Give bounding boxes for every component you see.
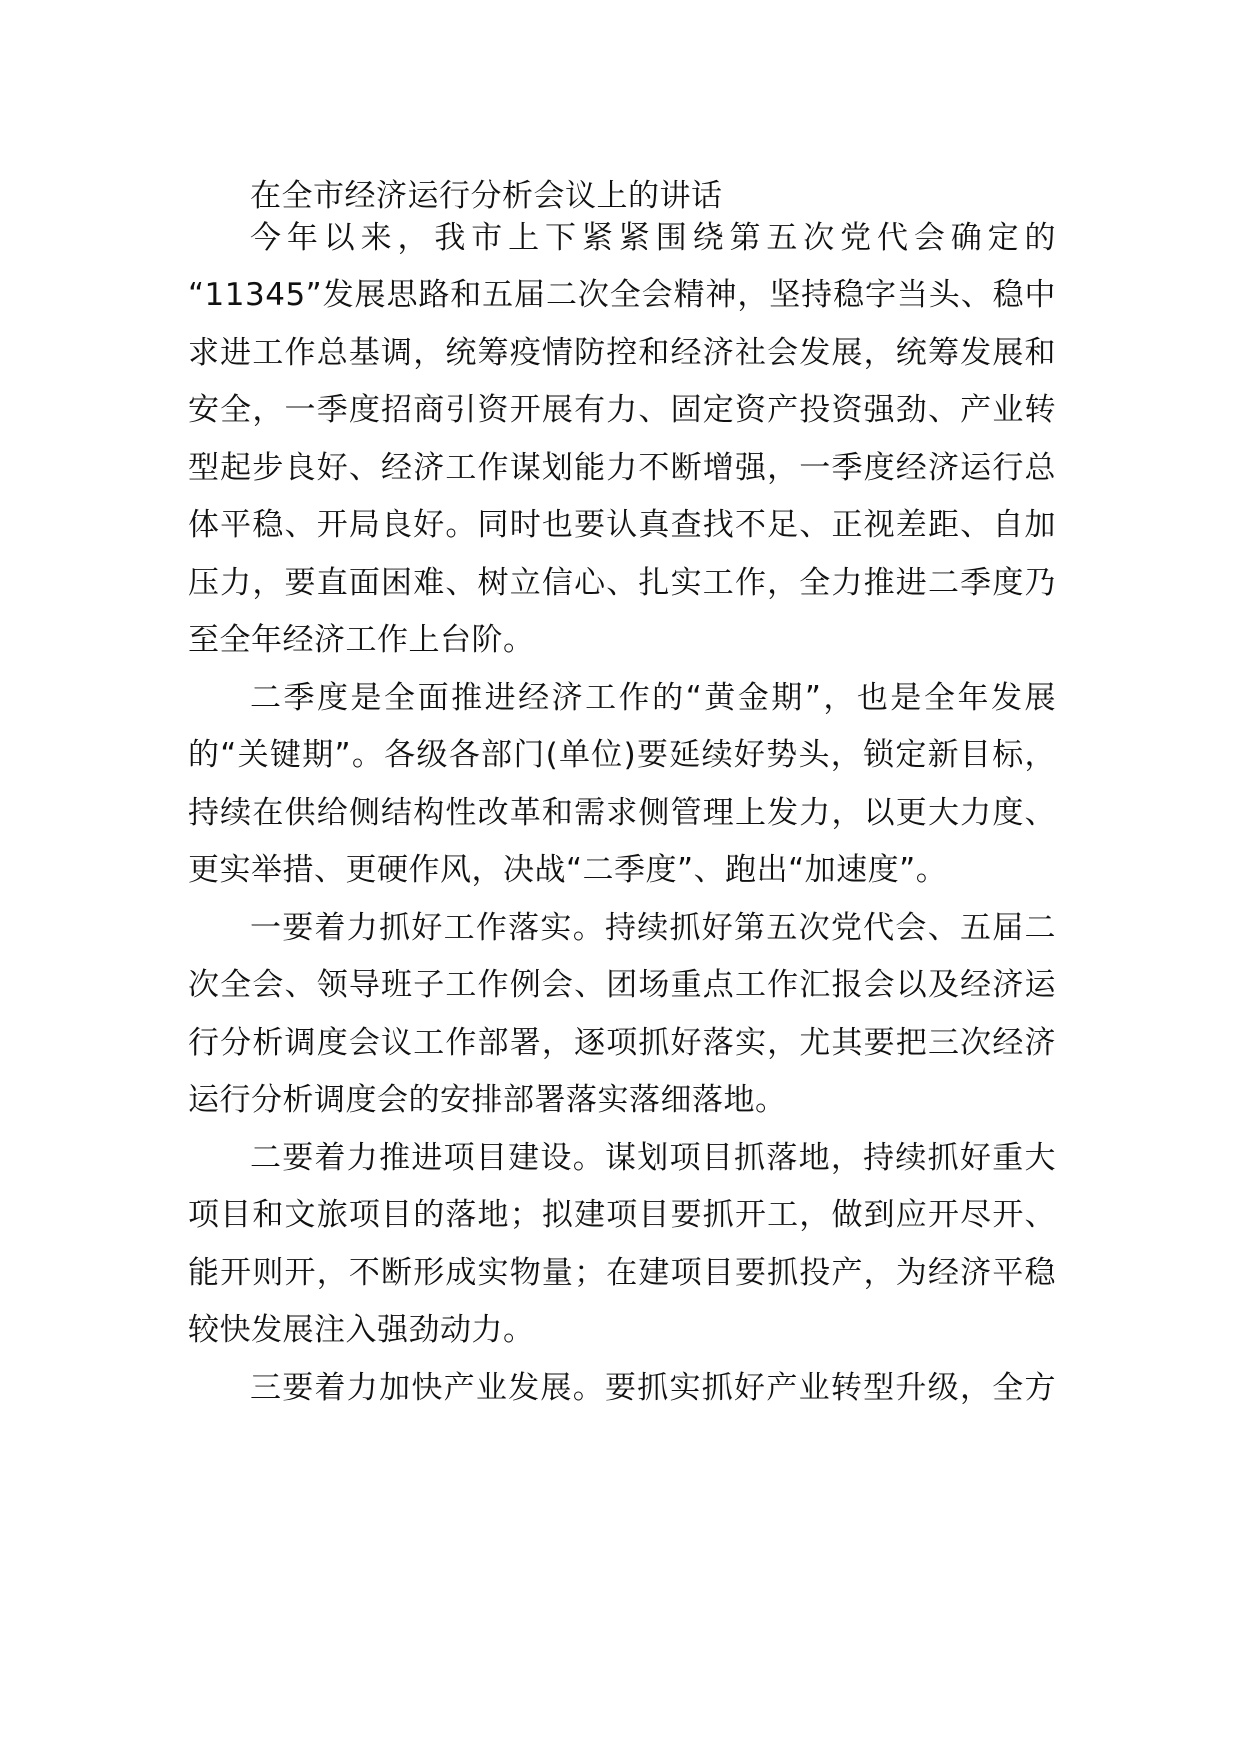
paragraph-line: 一要着力抓好工作落实。持续抓好第五次党代会、五届二 xyxy=(250,910,1056,946)
paragraph-line: 压力，要直面困难、树立信心、扎实工作，全力推进二季度乃 xyxy=(188,565,1056,601)
paragraph-line: 运行分析调度会的安排部署落实落细落地。 xyxy=(188,1082,787,1118)
paragraph-line: 至全年经济工作上台阶。 xyxy=(188,622,535,658)
paragraph-line: 体平稳、开局良好。同时也要认真查找不足、正视差距、自加 xyxy=(188,507,1056,543)
paragraph-line: 三要着力加快产业发展。要抓实抓好产业转型升级，全方 xyxy=(250,1370,1056,1406)
paragraph-line: 今年以来，我市上下紧紧围绕第五次党代会确定的 xyxy=(250,220,1056,256)
paragraph-line: 较快发展注入强劲动力。 xyxy=(188,1312,535,1348)
document-title: 在全市经济运行分析会议上的讲话 xyxy=(250,178,723,214)
paragraph-line: 的“关键期”。各级各部门(单位)要延续好势头，锁定新目标， xyxy=(188,737,1056,773)
paragraph-line: 能开则开，不断形成实物量；在建项目要抓投产，为经济平稳 xyxy=(188,1255,1056,1291)
paragraph-line: 持续在供给侧结构性改革和需求侧管理上发力，以更大力度、 xyxy=(188,795,1056,831)
paragraph-line: “11345”发展思路和五届二次全会精神，坚持稳字当头、稳中 xyxy=(188,277,1056,313)
paragraph-line: 二季度是全面推进经济工作的“黄金期”，也是全年发展 xyxy=(250,680,1056,716)
paragraph-line: 安全，一季度招商引资开展有力、固定资产投资强劲、产业转 xyxy=(188,392,1056,428)
paragraph-line: 项目和文旅项目的落地；拟建项目要抓开工，做到应开尽开、 xyxy=(188,1197,1056,1233)
paragraph-line: 型起步良好、经济工作谋划能力不断增强，一季度经济运行总 xyxy=(188,450,1056,486)
paragraph-line: 次全会、领导班子工作例会、团场重点工作汇报会以及经济运 xyxy=(188,967,1056,1003)
paragraph-line: 求进工作总基调，统筹疫情防控和经济社会发展，统筹发展和 xyxy=(188,335,1056,371)
paragraph-line: 更实举措、更硬作风，决战“二季度”、跑出“加速度”。 xyxy=(188,852,948,888)
paragraph-line: 二要着力推进项目建设。谋划项目抓落地，持续抓好重大 xyxy=(250,1140,1056,1176)
paragraph-line: 行分析调度会议工作部署，逐项抓好落实，尤其要把三次经济 xyxy=(188,1025,1056,1061)
